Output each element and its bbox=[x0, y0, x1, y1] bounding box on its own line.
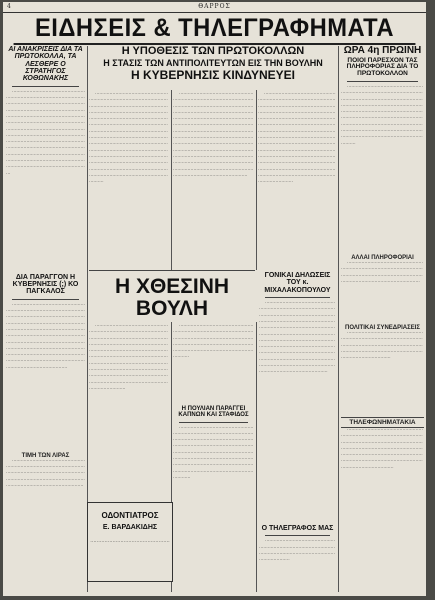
col5-headline-4: ΤΗΛΕΦΩΝΗΜΑΤΑΚΙΑ bbox=[341, 417, 424, 428]
lead-body-col-c: ·························································································································································································································································································································································································································································································································································································································································································································································································· bbox=[258, 92, 336, 186]
col1-headline-1: ΑΙ ΑΝΑΚΡΙΣΕΙΣ ΔΙΑ ΤΑ ΠΡΩΤΟΚΟΛΛΑ, ΤΑ ΛΕΣΘΕΡΕ Ο ΣΤΡΑΤΗΓΟΣ ΚΟΘΩΝΑΚΗΣ bbox=[8, 46, 83, 83]
ad-body: ·················································· bbox=[90, 539, 170, 545]
col4-headline-2: Ο ΤΗΛΕΓΡΑΦΟΣ ΜΑΣ bbox=[261, 525, 334, 533]
center-headline-2: Η ΠΟΥΛΙΑΝ ΠΑΡΑΓΓΕΙ ΚΑΠΝΩΝ ΚΑΙ ΣΤΑΦΙΔΟΣ bbox=[178, 406, 249, 419]
center-body-a: ················································································································································································································································································································································································································································································································································································· bbox=[89, 324, 169, 392]
center-headline-1: Η ΧΘΕΣΙΝΗ ΒΟΥΛΗ bbox=[114, 275, 230, 321]
col5-headline-3: ΠΟΛΙΤΙΚΑΙ ΣΥΝΕΔΡΙΑΣΕΙΣ bbox=[345, 324, 420, 331]
newspaper-page bbox=[3, 2, 426, 596]
lead-headline-2: Η ΣΤΑΣΙΣ ΤΩΝ ΑΝΤΙΠΟΛΙΤΕΥΤΩΝ ΕΙΣ ΤΗΝ ΒΟΥΛΗΝ bbox=[103, 57, 323, 68]
masthead bbox=[3, 2, 426, 13]
lead-headline-3: Η ΚΥΒΕΡΝΗΣΙΣ ΚΙΝΔΥΝΕΥΕΙ bbox=[131, 67, 295, 82]
dentist-ad bbox=[87, 502, 173, 582]
column-rule bbox=[256, 90, 257, 270]
paper-name: ΘΑΡΡΟΣ bbox=[198, 3, 231, 10]
column-4-lower: ΓΟΝΙΚΑΙ ΔΗΛΩΣΕΙΣ ΤΟΥ κ. ΜΙΧΑΛΑΚΟΠΟΥΛΟΥ ······································································································································································································································································································································································································································································································································································································································· Ο ΤΗΛΕΓΡΑΦΟΣ ΜΑΣ ············································································································································································· bbox=[259, 272, 336, 564]
lead-body-col-a: ·························································································································································································································································································································································································································································································································································································································································································································································································· bbox=[89, 92, 169, 186]
col5-headline-1b: ΠΟΙΟΙ ΠΑΡΕΣΧΟΝ ΤΑΣ ΠΛΗΡΟΦΟΡΙΑΣ ΔΙΑ ΤΟ ΠΡΩΤΟΚΟΛΛΟΝ bbox=[346, 56, 419, 78]
col4-headline-1: ΓΟΝΙΚΑΙ ΔΗΛΩΣΕΙΣ ΤΟΥ κ. ΜΙΧΑΛΑΚΟΠΟΥΛΟΥ bbox=[264, 272, 331, 294]
ad-title: ΟΔΟΝΤΙΑΤΡΟΣ bbox=[101, 511, 159, 520]
col5-headline-2: ΑΛΛΑΙ ΠΛΗΡΟΦΟΡΙΑΙ bbox=[351, 254, 414, 261]
col1-headline-3: ΤΙΜΗ ΤΩΝ ΛΙΡΑΣ bbox=[21, 452, 70, 459]
lead-body-col-b: ·························································································································································································································································································································································································································································································································································································································································································································································································· bbox=[173, 92, 254, 179]
column-5: ΩΡΑ 4η ΠΡΩΙΝΗ ΠΟΙΟΙ ΠΑΡΕΣΧΟΝ ΤΑΣ ΠΛΗΡΟΦΟΡΙΑΣ ΔΙΑ ΤΟ ΠΡΩΤΟΚΟΛΛΟΝ ······························································································································································································································································································································································································································································································································ ΑΛΛΑΙ ΠΛΗΡΟΦΟΡΙΑΙ ·························································································································································································································· ΠΟΛΙΤΙΚΑΙ ΣΥΝΕΔΡΙΑΣΕΙΣ ······························································································································································································································································ ΤΗΛΕΦΩΝΗΜΑΤΑΚΙΑ ················································································································································································································································································································································································ bbox=[341, 46, 423, 471]
center-body-b: ·························································································································································································································································································· Η ΠΟΥΛΙΑΝ ΠΑΡΑΓΓΕΙ ΚΑΠΝΩΝ ΚΑΙ ΣΤΑΦΙΔΟΣ ································································································································································································································································································································································································································································ bbox=[173, 324, 254, 481]
lead-headline-1: Η ΥΠΟΘΕΣΙΣ ΤΩΝ ΠΡΩΤΟΚΟΛΛΩΝ bbox=[121, 46, 305, 57]
center-headline-block bbox=[89, 270, 255, 322]
column-rule bbox=[171, 90, 172, 270]
page-number: 4 bbox=[7, 3, 11, 10]
section-banner: ΕΙΔΗΣΕΙΣ & ΤΗΛΕΓΡΑΦΗΜΑΤΑ bbox=[14, 13, 416, 45]
col5-headline-1: ΩΡΑ 4η ΠΡΩΙΝΗ bbox=[343, 46, 422, 56]
column-1 bbox=[6, 46, 85, 594]
col1-headline-2: ΔΙΑ ΠΑΡΑΓΓΟΝ Η ΚΥΒΕΡΝΗΣΙΣ (;) ΚΟ ΠΑΓΚΑΛΟΣ bbox=[12, 273, 79, 296]
col1-body-1: ····························································································································································································································································································································································································································································································································································································································································································································· bbox=[6, 89, 85, 177]
column-rule bbox=[256, 322, 257, 592]
lead-headlines bbox=[89, 46, 337, 90]
col1-body-3: ········································································································································································································································································· bbox=[6, 458, 85, 489]
column-rule bbox=[338, 46, 339, 592]
ad-name: Ε. ΒΑΡΔΑΚΙΔΗΣ bbox=[102, 524, 158, 531]
col1-body-2: ·································································································································································································································································································································································································································································································································································································· bbox=[6, 302, 85, 371]
